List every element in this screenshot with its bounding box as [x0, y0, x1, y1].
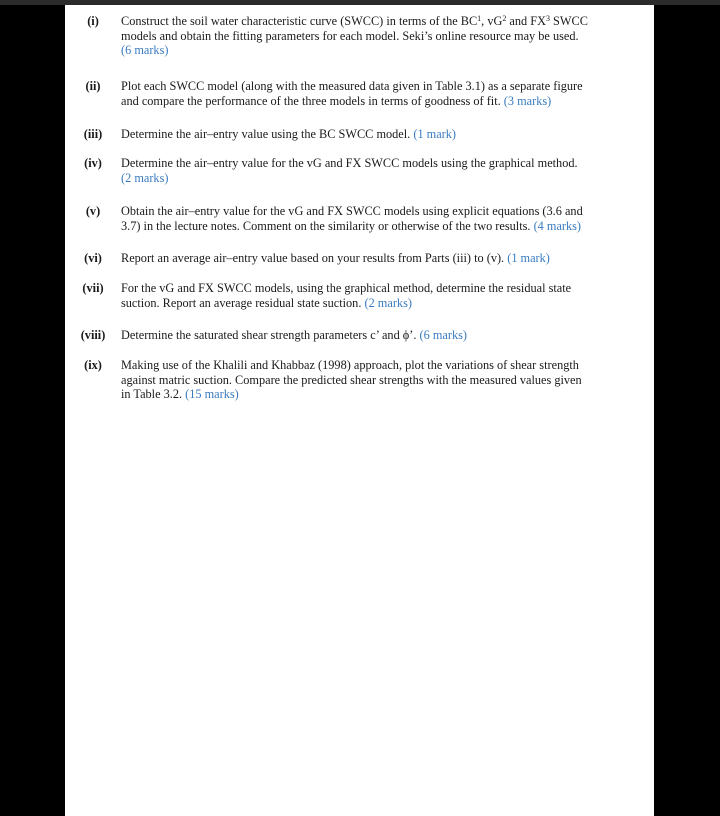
- marks-label: (2 marks): [121, 170, 169, 185]
- question-number: (v): [85, 204, 101, 218]
- question-text: [121, 79, 649, 108]
- question-text: [121, 358, 649, 402]
- question-line: Report an average air–entry value based on your results from Parts (iii) to (v). (1 mark): [121, 251, 550, 265]
- question-text: [121, 281, 649, 310]
- marks-label: (4 marks): [533, 218, 582, 233]
- question-number: (vii): [82, 281, 104, 295]
- question-line: models and obtain the fitting parameters for each model. Seki’s online resource may be used.: [121, 28, 579, 43]
- marks-label: (15 marks): [185, 387, 239, 402]
- question-line: For the vG and FX SWCC models, using the graphical method, determine the residual state: [121, 281, 572, 295]
- question-number: (ix): [84, 358, 102, 372]
- question-text: [121, 204, 649, 233]
- question-line: 3.7) in the lecture notes. Comment on the similarity or otherwise of the two results. (4 marks): [121, 218, 582, 233]
- question-number: (viii): [80, 328, 106, 342]
- question-line: Determine the air–entry value for the vG and FX SWCC models using the graphical method.: [121, 156, 578, 170]
- question-line: against matric suction. Compare the predicted shear strengths with the measured values given: [121, 372, 582, 387]
- footnote-superscript: 3: [545, 14, 550, 23]
- footnote-superscript: 1: [477, 14, 482, 23]
- document-page: [65, 5, 654, 816]
- question-line: Construct the soil water characteristic curve (SWCC) in terms of the $BC^1$, $vG^2$ and $FX^3$ SWCC: [121, 14, 588, 28]
- question-number: (iv): [84, 156, 102, 170]
- question-line: suction. Report an average residual state suction. (2 marks): [121, 295, 412, 310]
- marks-label: (3 marks): [503, 93, 552, 108]
- question-line: in Table 3.2. (15 marks): [121, 387, 239, 402]
- marks-label: (6 marks): [419, 328, 467, 342]
- question-number: (iii): [83, 127, 103, 141]
- question-line: Determine the saturated shear strength parameters c’ and ϕ’. (6 marks): [121, 328, 467, 342]
- question-line: and compare the performance of the three models in terms of goodness of fit. (3 marks): [121, 93, 552, 108]
- question-number: (vi): [84, 251, 102, 265]
- question-line: Obtain the air–entry value for the vG and FX SWCC models using explicit equations (3.6 and: [121, 204, 583, 218]
- question-line: [121, 43, 649, 58]
- question-line: Determine the air–entry value using the BC SWCC model. (1 mark): [121, 127, 457, 141]
- question-line: [121, 171, 649, 186]
- question-number: (i): [87, 14, 99, 28]
- marks-label: (6 marks): [121, 43, 169, 58]
- question-text: [121, 328, 649, 343]
- marks-label: (1 mark): [413, 127, 457, 141]
- question-number: (ii): [85, 79, 101, 93]
- question-text: [121, 14, 649, 58]
- question-text: [121, 156, 649, 185]
- marks-label: (1 mark): [507, 251, 550, 265]
- question-text: [121, 127, 649, 142]
- marks-label: (2 marks): [364, 295, 412, 310]
- question-line: Plot each SWCC model (along with the measured data given in Table 3.1) as a separate figure: [121, 79, 583, 93]
- question-line: Making use of the Khalili and Khabbaz (1998) approach, plot the variations of shear strength: [121, 358, 579, 372]
- question-text: [121, 251, 649, 266]
- footnote-superscript: 2: [502, 14, 507, 23]
